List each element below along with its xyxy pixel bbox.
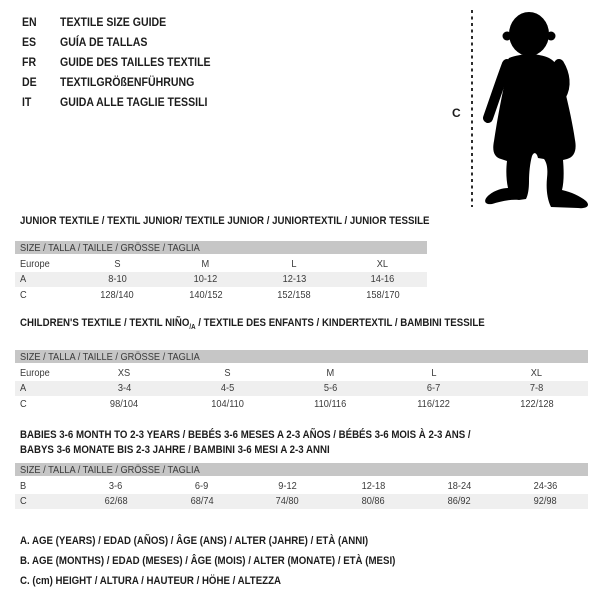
table-cell: 62/68 [104, 495, 128, 508]
row-label: C [20, 397, 27, 410]
section-title-line2: BABYS 3-6 MONATE BIS 2-3 JAHRE / BAMBINI 3-6 MESI A 2-3 ANNI [20, 444, 330, 456]
table-cell: 12-18 [361, 479, 386, 492]
row-label: Europe [20, 366, 50, 379]
section-junior-textile [15, 215, 430, 303]
table-cell: 104/110 [211, 397, 244, 410]
row-label: Europe [20, 257, 50, 270]
table-cell: 4-5 [220, 382, 235, 395]
table-row [15, 287, 427, 303]
table-row [15, 272, 427, 288]
table-cell: 140/152 [189, 288, 223, 301]
row-label: B [20, 479, 27, 492]
table-cell: 3-4 [117, 382, 132, 395]
row-label: A [20, 273, 27, 286]
language-row [22, 52, 231, 72]
title-subscript: /A [189, 324, 196, 332]
language-code: IT [22, 95, 32, 109]
babies-size-table [15, 478, 588, 509]
table-cell: 6-9 [195, 479, 209, 492]
language-row [22, 12, 231, 32]
language-code: EN [22, 15, 37, 29]
section-babies-textile [15, 429, 588, 509]
section-title: CHILDREN'S TEXTILE / TEXTIL $NIÑO_{/A}$ / TEXTILE DES ENFANTS / KINDERTEXTIL / BAMBINI TESSILE [20, 317, 485, 332]
row-label: A [20, 382, 27, 395]
table-row [15, 396, 588, 412]
table-cell: 18-24 [447, 479, 472, 492]
junior-size-table [15, 256, 427, 303]
language-title: TEXTILE SIZE GUIDE [60, 15, 167, 29]
table-cell: 14-16 [370, 273, 395, 286]
table-cell: 80/86 [361, 495, 385, 508]
row-label: C [20, 495, 27, 508]
height-measure-label: C [452, 106, 461, 120]
table-cell: 122/128 [519, 397, 554, 410]
table-cell: 86/92 [447, 495, 471, 508]
language-title: GUIDE DES TAILLES TEXTILE [60, 55, 211, 69]
size-header-bar: SIZE / TALLA / TAILLE / GRÖSSE / TAGLIA [15, 463, 588, 476]
language-row [22, 72, 231, 92]
table-row [15, 365, 588, 381]
table-cell: S [224, 366, 231, 379]
table-cell: XS [118, 366, 131, 379]
table-cell: 24-36 [533, 479, 557, 492]
table-cell: 6-7 [426, 382, 441, 395]
section-children-textile [15, 317, 588, 412]
table-cell: L [291, 257, 297, 270]
language-title: GUÍA DE TALLAS [60, 35, 148, 49]
language-row [22, 32, 231, 52]
language-row [22, 92, 231, 112]
table-row [15, 381, 588, 397]
size-header-bar: SIZE / TALLA / TAILLE / GRÖSSE / TAGLIA [15, 350, 588, 363]
language-title-list [22, 12, 231, 112]
table-row [15, 494, 588, 510]
footnote-b: B. AGE (MONTHS) / EDAD (MESES) / ÂGE (MOIS) / ALTER (MONATE) / ETÀ (MESI) [20, 555, 396, 567]
row-label: C [20, 288, 27, 301]
table-cell: 8-10 [107, 273, 127, 286]
table-cell: XL [377, 257, 389, 270]
table-cell: 68/74 [190, 495, 214, 508]
table-row [15, 478, 588, 494]
language-title: GUIDA ALLE TAGLIE TESSILI [60, 95, 208, 109]
language-title: TEXTILGRÖßENFÜHRUNG [60, 75, 195, 89]
size-header-bar: SIZE / TALLA / TAILLE / GRÖSSE / TAGLIA [15, 241, 427, 254]
language-code: DE [22, 75, 37, 89]
table-cell: 128/140 [100, 288, 134, 301]
footnote-a: A. AGE (YEARS) / EDAD (AÑOS) / ÂGE (ANS) / ALTER (JAHRE) / ETÀ (ANNI) [20, 535, 369, 547]
table-row [15, 256, 427, 272]
footnotes [20, 531, 447, 591]
table-cell: 5-6 [323, 382, 338, 395]
language-code: FR [22, 55, 37, 69]
section-title-line1: BABIES 3-6 MONTH TO 2-3 YEARS / BEBÉS 3-6 MESES A 2-3 AÑOS / BÉBÉS 3-6 MOIS À 2-3 ANS / [20, 429, 471, 441]
children-size-table [15, 365, 588, 412]
table-cell: M [326, 366, 335, 379]
table-cell: M [201, 257, 210, 270]
table-cell: L [430, 366, 437, 379]
section-title: JUNIOR TEXTILE / TEXTIL JUNIOR/ TEXTILE JUNIOR / JUNIORTEXTIL / JUNIOR TESSILE [20, 215, 430, 227]
table-cell: 110/116 [314, 397, 347, 410]
table-cell: 12-13 [282, 273, 307, 286]
language-code: ES [22, 35, 37, 49]
table-cell: 116/122 [417, 397, 450, 410]
table-cell: 152/158 [277, 288, 311, 301]
table-cell: 158/170 [366, 288, 400, 301]
table-cell: 74/80 [275, 495, 300, 508]
table-cell: 9-12 [278, 479, 297, 492]
table-cell: 98/104 [110, 397, 139, 410]
footnote-c: C. (cm) HEIGHT / ALTURA / HAUTEUR / HÖHE / ALTEZZA [20, 575, 282, 587]
table-cell: S [114, 257, 121, 270]
table-cell: 7-8 [529, 382, 544, 395]
height-measure-dotted-line [471, 10, 473, 207]
table-cell: 92/98 [533, 495, 557, 508]
table-cell: 3-6 [109, 479, 123, 492]
toddler-silhouette-icon [479, 8, 597, 210]
table-cell: 10-12 [193, 273, 218, 286]
table-cell: XL [530, 366, 543, 379]
